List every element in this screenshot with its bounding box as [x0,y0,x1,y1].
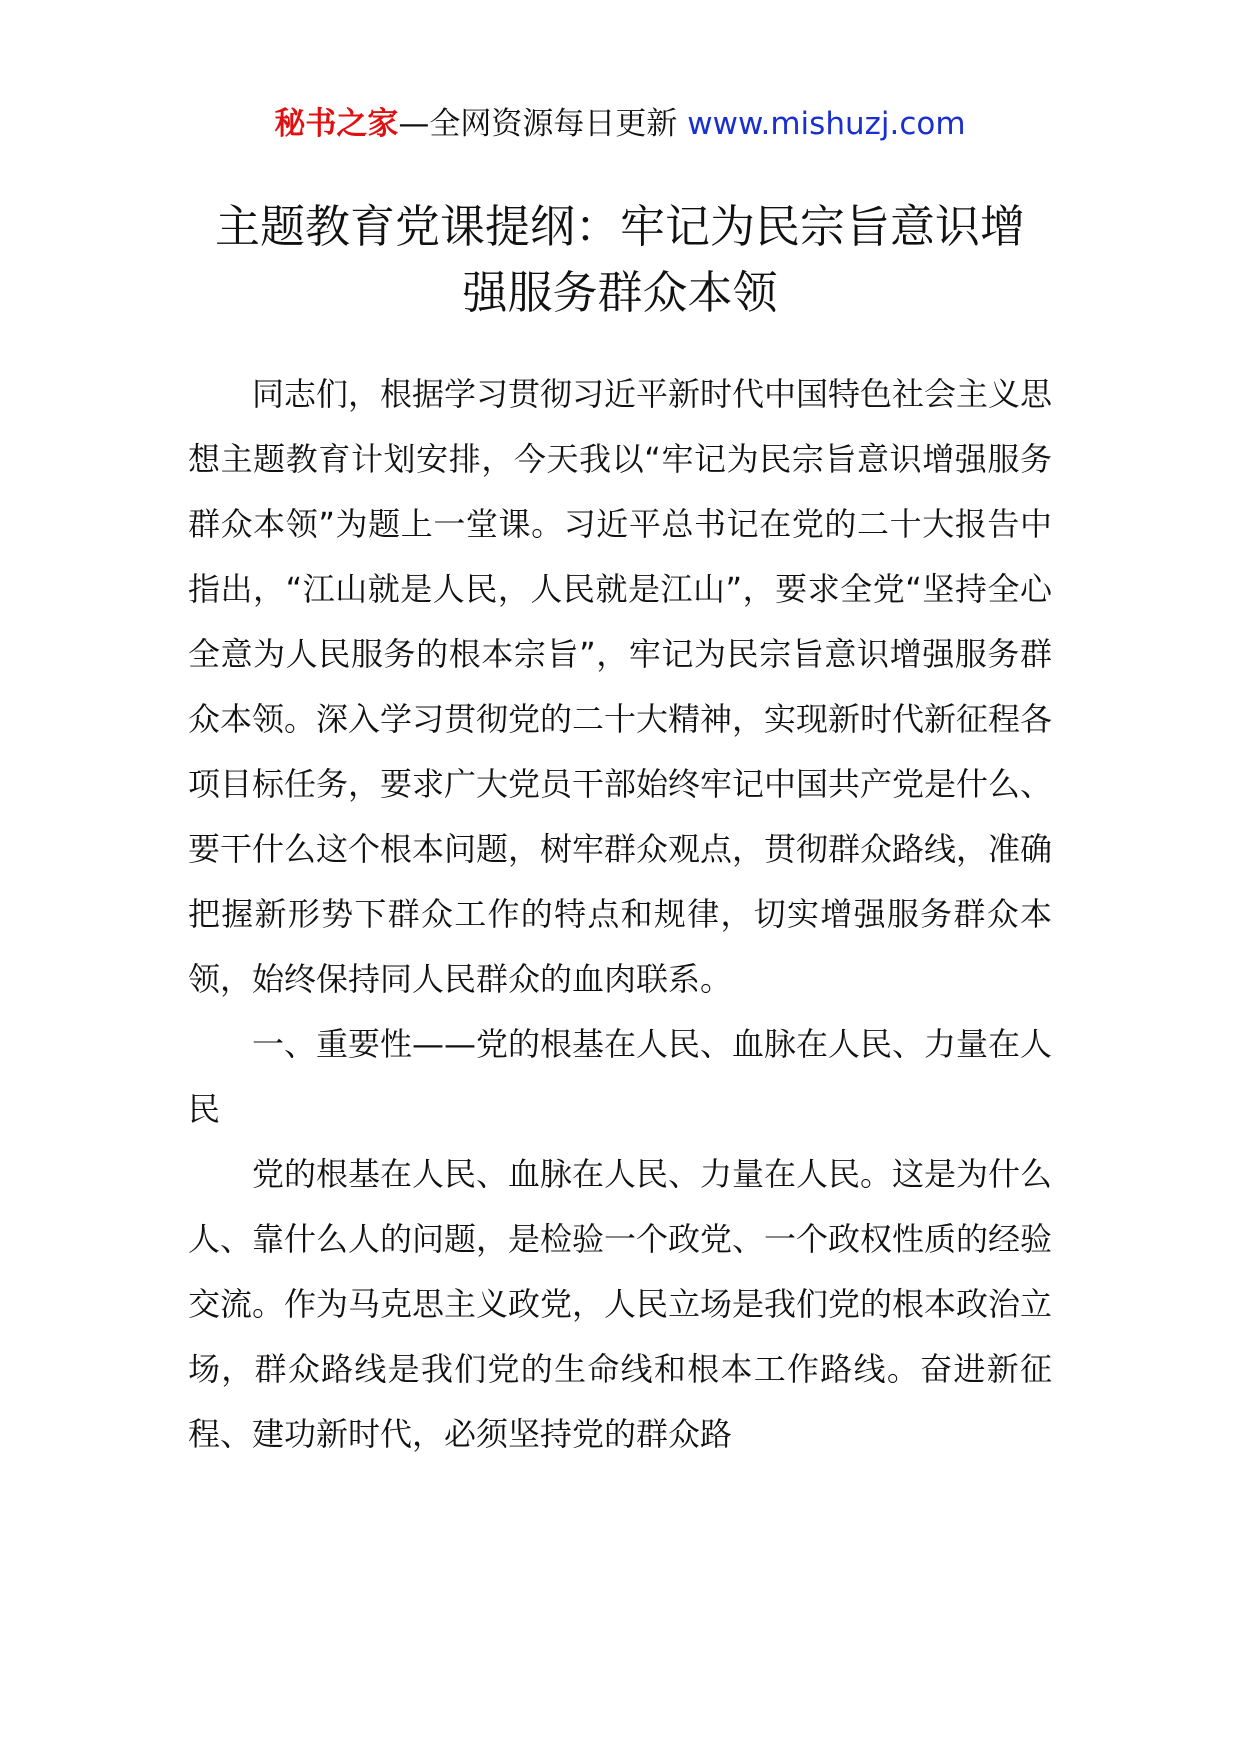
site-name: 秘书之家 [274,106,399,142]
document-title-line-2: 强服务群众本领 [462,266,778,319]
document-title-line-1: 主题教育党课提纲：牢记为民宗旨意识增 [214,200,1025,253]
document-title [180,194,1060,326]
site-url-link[interactable]: www.mishuzj.com [687,106,966,142]
document-body [188,362,1052,1467]
intro-paragraph: 同志们，根据学习贯彻习近平新时代中国特色社会主义思想主题教育计划安排，今天我以“牢记为民宗旨意识增强服务群众本领”为题上一堂课。习近平总书记在党的二十大报告中指出，“江山就是人民，人民就是江山”，要求全党“坚持全心全意为人民服务的根本宗旨”，牢记为民宗旨意识增强服务群众本领。深入学习贯彻党的二十大精神，实现新时代新征程各项目标任务，要求广大党员干部始终牢记中国共产党是什么、要干什么这个根本问题，树牢群众观点，贯彻群众路线，准确把握新形势下群众工作的特点和规律，切实增强服务群众本领，始终保持同人民群众的血肉联系。 [188,375,1053,998]
page-header [0,100,1240,148]
section-heading-1: 一、重要性——党的根基在人民、血脉在人民、力量在人民 [188,1025,1053,1128]
section-paragraph-1: 党的根基在人民、血脉在人民、力量在人民。这是为什么人、靠什么人的问题，是检验一个政党、一个政权性质的经验交流。作为马克思主义政党，人民立场是我们党的根本政治立场，群众路线是我们党的生命线和根本工作路线。奋进新征程、建功新时代，必须坚持党的群众路 [188,1155,1053,1453]
site-slogan: —全网资源每日更新 [398,106,678,142]
